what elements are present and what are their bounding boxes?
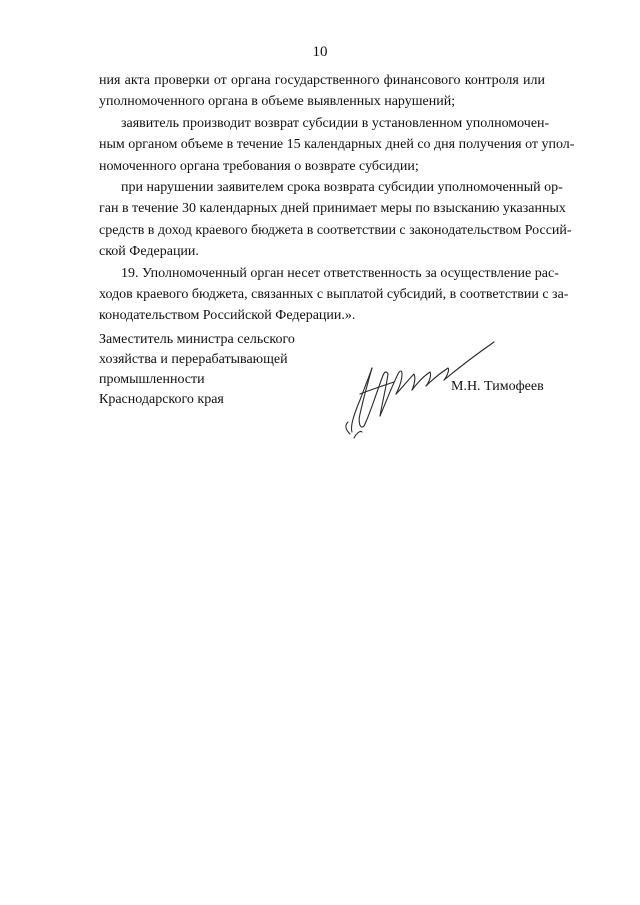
- body-line: средств в доход краевого бюджета в соответствии с законодательством Россий-: [99, 222, 572, 238]
- body-line: ходов краевого бюджета, связанных с выплатой субсидий, в соответствии с за-: [99, 287, 569, 303]
- position-line: хозяйства и перерабатывающей: [99, 352, 288, 367]
- signatory-position: [99, 330, 295, 410]
- position-line: Заместитель министра сельского: [99, 332, 295, 347]
- body-line: ния акта проверки от органа государственного финансового контроля или: [99, 73, 545, 88]
- body-line: уполномоченного органа в объеме выявленных нарушений;: [99, 94, 456, 110]
- position-line: Краснодарского края: [99, 392, 224, 407]
- body-line: ской Федерации.: [99, 244, 199, 260]
- body-line: номоченного органа требования о возврате субсидии;: [99, 158, 419, 174]
- body-line: ган в течение 30 календарных дней принимает меры по взысканию указанных: [99, 201, 566, 217]
- body-line: ным органом объеме в течение 15 календарных дней со дня получения от упол-: [99, 137, 575, 153]
- body-line: при нарушении заявителем срока возврата субсидии уполномоченный ор-: [121, 180, 563, 196]
- body-line: заявитель производит возврат субсидии в установленном уполномочен-: [121, 115, 550, 131]
- body-line: конодательством Российской Федерации.».: [99, 308, 356, 324]
- position-line: промышленности: [99, 372, 205, 387]
- body-line: 19. Уполномоченный орган несет ответственность за осуществление рас-: [121, 265, 559, 281]
- document-body: [99, 70, 575, 327]
- signatory-name: М.Н. Тимофеев: [451, 379, 544, 394]
- page-number: 10: [312, 44, 328, 60]
